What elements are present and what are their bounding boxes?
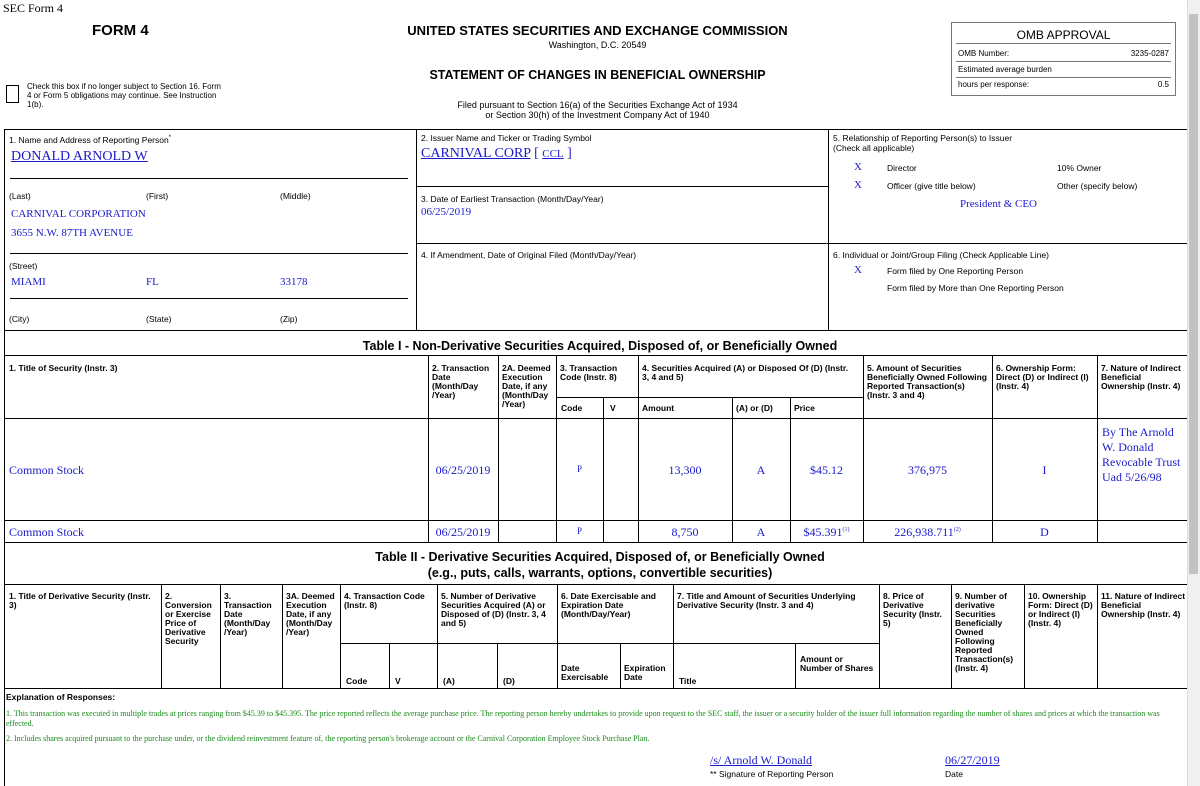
ticker-bracket-close: ] bbox=[567, 146, 572, 161]
other-label: Other (specify below) bbox=[1057, 181, 1138, 191]
t2-header-code: 4. Transaction Code (Instr. 8) bbox=[344, 591, 425, 610]
t1-header-nature: 7. Nature of Indirect Beneficial Ownership (Instr. 4) bbox=[1101, 363, 1181, 391]
t1-row2-date: 06/25/2019 bbox=[435, 525, 491, 539]
form-title: FORM 4 bbox=[92, 22, 149, 39]
grid-line bbox=[498, 355, 499, 542]
one-person-mark: X bbox=[854, 264, 862, 276]
director-label: Director bbox=[887, 163, 917, 173]
t1-header-form: 6. Ownership Form: Direct (D) or Indirect (I) (Instr. 4) bbox=[996, 363, 1089, 391]
agency-title: UNITED STATES SECURITIES AND EXCHANGE COMMISSION bbox=[407, 23, 788, 38]
issuer-name-link[interactable]: CARNIVAL CORP bbox=[421, 146, 531, 161]
filed-pursuant bbox=[330, 100, 865, 120]
reporting-person-name-link[interactable]: DONALD ARNOLD W bbox=[11, 149, 148, 164]
grid-line bbox=[416, 243, 1196, 244]
grid-line bbox=[437, 584, 438, 688]
grid-line bbox=[4, 520, 1196, 521]
t1-row2-code: P bbox=[576, 526, 582, 536]
table2-subtitle: (e.g., puts, calls, warrants, options, convertible securities) bbox=[427, 566, 773, 580]
t1-header-owned: 5. Amount of Securities Beneficially Owned Following Reported Transaction(s) (Instr. 3 and 4) bbox=[867, 363, 987, 400]
reporting-person-label: 1. Name and Address of Reporting Person* bbox=[9, 134, 172, 145]
t1-subheader-price: Price bbox=[794, 403, 815, 413]
t2-subheader-v: V bbox=[395, 676, 401, 686]
omb-hours-row bbox=[958, 80, 1169, 89]
footnote-2: 2. Includes shares acquired pursuant to the purchase under, or the dividend reinvestment feature of, the reporting person's brokerage account or the Carnival Corporation Employee Stock Purchase Plan. bbox=[6, 734, 650, 743]
t1-header-title: 1. Title of Security (Instr. 3) bbox=[9, 363, 118, 373]
section16-checkbox-label: Check this box if no longer subject to Section 16. Form 4 or Form 5 obligations may continue. See Instruction 1(b). bbox=[27, 82, 221, 109]
explanation-title: Explanation of Responses: bbox=[6, 692, 116, 702]
t2-header-conversion: 2. Conversion or Exercise Price of Derivative Security bbox=[165, 591, 212, 646]
officer-mark: X bbox=[854, 179, 862, 191]
state-label: (State) bbox=[146, 314, 172, 324]
address-line-2: 3655 N.W. 87TH AVENUE bbox=[11, 227, 133, 239]
grid-line bbox=[951, 584, 952, 688]
zip-label: (Zip) bbox=[280, 314, 298, 324]
t1-subheader-amount: Amount bbox=[642, 403, 675, 413]
city-label: (City) bbox=[9, 314, 30, 324]
grid-line bbox=[10, 253, 408, 254]
t2-subheader-date-exercisable: Date Exercisable bbox=[561, 663, 609, 682]
issuer-label: 2. Issuer Name and Ticker or Trading Symbol bbox=[421, 133, 592, 143]
t1-row1-title: Common Stock bbox=[9, 463, 85, 477]
first-label: (First) bbox=[146, 191, 169, 201]
grid-line bbox=[416, 186, 828, 187]
t1-row2-owned bbox=[863, 525, 992, 540]
grid-line bbox=[4, 688, 1196, 689]
signature-label: ** Signature of Reporting Person bbox=[710, 769, 834, 779]
omb-hours-value: 0.5 bbox=[1157, 80, 1169, 89]
t1-row2-form: D bbox=[1040, 525, 1049, 539]
city-value: MIAMI bbox=[11, 276, 46, 288]
t1-row1-owned: 376,975 bbox=[908, 463, 947, 477]
grid-line bbox=[4, 129, 1196, 130]
grid-line bbox=[416, 129, 417, 330]
t2-header-underlying: 7. Title and Amount of Securities Underlying Derivative Security (Instr. 3 and 4) bbox=[677, 591, 856, 610]
state-value: FL bbox=[146, 276, 159, 288]
ten-percent-owner-label: 10% Owner bbox=[1057, 163, 1102, 173]
t1-row1-date: 06/25/2019 bbox=[435, 463, 491, 477]
t2-header-nature: 11. Nature of Indirect Beneficial Ownership (Instr. 4) bbox=[1101, 591, 1186, 619]
t2-header-deemed: 3A. Deemed Execution Date, if any (Month/Day /Year) bbox=[286, 591, 335, 637]
sec-form-label: SEC Form 4 bbox=[3, 1, 64, 15]
earliest-date-value: 06/25/2019 bbox=[421, 206, 472, 218]
omb-number-row bbox=[958, 49, 1169, 58]
omb-burden-label: Estimated average burden bbox=[958, 65, 1052, 74]
t1-header-date: 2. Transaction Date (Month/Day /Year) bbox=[432, 363, 490, 400]
t2-subheader-a: (A) bbox=[443, 676, 455, 686]
grid-line bbox=[4, 418, 1196, 419]
filing-label: 6. Individual or Joint/Group Filing (Check Applicable Line) bbox=[833, 250, 1049, 260]
t1-row2-price-footnote[interactable]: (1) bbox=[842, 527, 850, 533]
last-label: (Last) bbox=[9, 191, 31, 201]
t2-subheader-expiration: Expiration Date bbox=[624, 663, 666, 682]
grid-line bbox=[557, 584, 558, 688]
t1-row1-form: I bbox=[1042, 463, 1047, 477]
grid-line bbox=[795, 643, 796, 688]
relationship-label: 5. Relationship of Reporting Person(s) to Issuer bbox=[833, 133, 1013, 143]
signature-date-label: Date bbox=[945, 769, 963, 779]
omb-divider bbox=[956, 43, 1171, 44]
t2-header-exercisable: 6. Date Exercisable and Expiration Date (Month/Day/Year) bbox=[561, 591, 656, 619]
grid-line bbox=[1097, 355, 1098, 542]
t2-subheader-amount: Amount or Number of Shares bbox=[800, 654, 874, 673]
table2-title: Table II - Derivative Securities Acquired, Disposed of, or Beneficially Owned bbox=[375, 550, 825, 564]
grid-line bbox=[673, 584, 674, 688]
t1-row2-owned-value: 226,938.711 bbox=[894, 525, 954, 539]
grid-line bbox=[863, 355, 864, 542]
one-person-label: Form filed by One Reporting Person bbox=[887, 266, 1024, 276]
director-mark: X bbox=[854, 161, 862, 173]
table1-title: Table I - Non-Derivative Securities Acquired, Disposed of, or Beneficially Owned bbox=[362, 339, 838, 353]
signature-name: /s/ Arnold W. Donald bbox=[710, 753, 813, 767]
t1-row2-price-value: $45.391 bbox=[803, 525, 843, 539]
statement-title: STATEMENT OF CHANGES IN BENEFICIAL OWNERSHIP bbox=[429, 68, 766, 82]
grid-line bbox=[828, 129, 829, 330]
t2-subheader-title: Title bbox=[679, 676, 697, 686]
t1-row1-price: $45.12 bbox=[810, 463, 843, 477]
grid-line bbox=[497, 643, 498, 688]
grid-line bbox=[992, 355, 993, 542]
t2-header-form: 10. Ownership Form: Direct (D) or Indirect (I) (Instr. 4) bbox=[1028, 591, 1093, 628]
t1-row1-aord: A bbox=[756, 463, 766, 477]
agency-city: Washington, D.C. 20549 bbox=[548, 40, 647, 50]
grid-line bbox=[428, 355, 429, 542]
t1-row1-nature: By The Arnold W. Donald Revocable Trust Uad 5/26/98 bbox=[1102, 425, 1181, 484]
grid-line bbox=[4, 330, 1196, 331]
grid-line bbox=[161, 584, 162, 688]
earliest-date-label: 3. Date of Earliest Transaction (Month/Day/Year) bbox=[421, 194, 604, 204]
ticker-link[interactable]: CCL bbox=[542, 148, 564, 160]
t1-header-acquired: 4. Securities Acquired (A) or Disposed Of (D) (Instr. 3, 4 and 5) bbox=[642, 363, 849, 382]
scrollbar-thumb[interactable] bbox=[1189, 14, 1198, 574]
grid-line bbox=[4, 542, 1196, 543]
grid-line bbox=[638, 355, 639, 542]
ticker-bracket-open: [ bbox=[534, 146, 539, 161]
grid-line bbox=[603, 397, 604, 542]
omb-number-label: OMB Number: bbox=[958, 49, 1010, 58]
grid-line bbox=[879, 584, 880, 688]
more-persons-label: Form filed by More than One Reporting Person bbox=[887, 283, 1064, 293]
t1-row1-amount: 13,300 bbox=[668, 463, 702, 477]
grid-line bbox=[340, 643, 879, 644]
omb-title: OMB APPROVAL bbox=[1016, 28, 1111, 42]
grid-line bbox=[4, 355, 1196, 356]
t1-row2-aord: A bbox=[756, 525, 766, 539]
grid-line bbox=[220, 584, 221, 688]
omb-divider-3 bbox=[956, 77, 1171, 78]
middle-label: (Middle) bbox=[280, 191, 311, 201]
t1-row2-amount: 8,750 bbox=[671, 525, 699, 539]
address-line-1: CARNIVAL CORPORATION bbox=[11, 208, 146, 220]
signature-date: 06/27/2019 bbox=[945, 753, 1000, 767]
t2-subheader-code: Code bbox=[346, 676, 368, 686]
t1-subheader-code: Code bbox=[561, 403, 583, 413]
omb-divider-2 bbox=[956, 61, 1171, 62]
filed-line-2: or Section 30(h) of the Investment Company Act of 1940 bbox=[485, 110, 710, 120]
issuer-name bbox=[421, 146, 572, 162]
zip-value: 33178 bbox=[280, 276, 308, 288]
t1-header-code: 3. Transaction Code (Instr. 8) bbox=[560, 363, 618, 382]
officer-title: President & CEO bbox=[960, 198, 1037, 210]
t2-subheader-d: (D) bbox=[503, 676, 515, 686]
t1-subheader-aord: (A) or (D) bbox=[736, 403, 773, 413]
t1-row1-code: P bbox=[576, 464, 582, 474]
grid-line bbox=[340, 584, 341, 688]
t2-header-owned: 9. Number of derivative Securities Beneficially Owned Following Reported Transaction(s) (Instr. 4) bbox=[955, 591, 1014, 673]
grid-line bbox=[282, 584, 283, 688]
grid-line bbox=[10, 298, 408, 299]
check-all-label: (Check all applicable) bbox=[833, 143, 915, 153]
grid-line bbox=[1097, 584, 1098, 688]
grid-line bbox=[4, 584, 1196, 585]
t1-subheader-v: V bbox=[610, 403, 616, 413]
grid-line bbox=[1024, 584, 1025, 688]
omb-number-value: 3235-0287 bbox=[1130, 49, 1169, 58]
section16-checkbox[interactable] bbox=[6, 85, 19, 103]
t1-row2-price bbox=[790, 525, 863, 540]
t1-row2-owned-footnote[interactable]: (2) bbox=[953, 527, 961, 533]
street-label: (Street) bbox=[9, 261, 38, 271]
t1-header-deemed: 2A. Deemed Execution Date, if any (Month/Day /Year) bbox=[502, 363, 551, 409]
t1-row2-title: Common Stock bbox=[9, 525, 85, 539]
grid-line bbox=[389, 643, 390, 688]
amendment-label: 4. If Amendment, Date of Original Filed (Month/Day/Year) bbox=[421, 250, 637, 260]
grid-line bbox=[620, 643, 621, 688]
t2-header-title: 1. Title of Derivative Security (Instr. 3) bbox=[9, 591, 151, 610]
t2-header-price: 8. Price of Derivative Security (Instr. 5) bbox=[883, 591, 943, 628]
omb-hours-label: hours per response: bbox=[958, 80, 1030, 89]
filed-line-1: Filed pursuant to Section 16(a) of the Securities Exchange Act of 1934 bbox=[457, 100, 738, 110]
officer-label: Officer (give title below) bbox=[887, 181, 976, 191]
footnote-1: 1. This transaction was executed in multiple trades at prices ranging from $45.39 to $45.395. The price reported reflects the average purchase price. The reporting person hereby undertakes to provide upon request to the SEC staff, the issuer or a security holder of the issuer full information regarding the number of shares and prices at which the transaction was effected. bbox=[6, 709, 1160, 728]
grid-line bbox=[10, 178, 408, 179]
t2-header-number: 5. Number of Derivative Securities Acquired (A) or Disposed of (D) (Instr. 3, 4 and 5) bbox=[441, 591, 546, 628]
omb-approval-box bbox=[951, 22, 1176, 96]
grid-line bbox=[556, 355, 557, 542]
t2-header-date: 3. Transaction Date (Month/Day /Year) bbox=[224, 591, 272, 637]
